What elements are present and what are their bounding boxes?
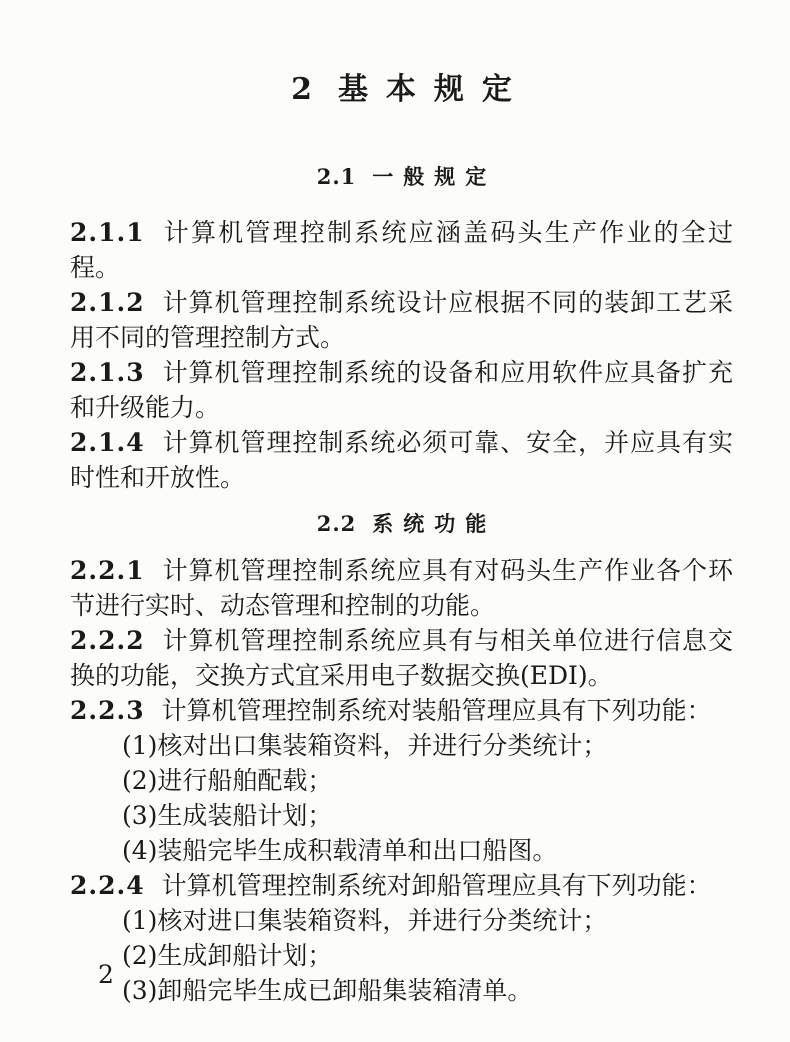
section-number: 2.1 [316, 164, 357, 189]
list-item: (1)核对出口集装箱资料，并进行分类统计； [122, 731, 608, 760]
clause-text: 计算机管理控制系统设计应根据不同的装卸工艺采用不同的管理控制方式。 [70, 288, 733, 352]
chapter-number: 2 [291, 72, 312, 107]
clause-2-1-4 [70, 425, 733, 495]
clause-2-1-3 [70, 355, 733, 425]
clause-number: 2.1.1 [70, 218, 145, 247]
clause-2-2-4 [70, 868, 733, 903]
list-item: (4)装船完毕生成积载清单和出口船图。 [122, 836, 558, 865]
chapter-title-text: 基本规定 [337, 72, 530, 107]
clause-text: 计算机管理控制系统对卸船管理应具有下列功能： [161, 871, 712, 900]
list-item: (3)生成装船计划； [122, 801, 333, 830]
clause-text: 计算机管理控制系统的设备和应用软件应具备扩充和升级能力。 [70, 358, 733, 422]
clause-2-2-3 [70, 693, 733, 728]
clause-2-2-1 [70, 553, 733, 623]
section-heading-2-2 [70, 509, 733, 539]
list-item: (3)卸船完毕生成已卸船集装箱清单。 [122, 976, 533, 1005]
clause-text: 计算机管理控制系统对装船管理应具有下列功能： [161, 696, 712, 725]
clause-number: 2.1.2 [70, 288, 145, 317]
clause-text: 计算机管理控制系统应具有与相关单位进行信息交换的功能，交换方式宜采用电子数据交换(EDI)。 [70, 626, 733, 690]
clause-2-2-3-items [70, 728, 733, 868]
section-heading-2-1 [70, 162, 733, 192]
list-item: (2)生成卸船计划； [122, 941, 333, 970]
clause-2-1-2 [70, 285, 733, 355]
section-number: 2.2 [316, 511, 357, 536]
clause-text: 计算机管理控制系统应涵盖码头生产作业的全过程。 [70, 218, 733, 282]
chapter-title [70, 72, 733, 108]
clause-2-2-4-items [70, 903, 733, 1008]
clause-number: 2.2.3 [70, 696, 145, 725]
list-item: (2)进行船舶配载； [122, 766, 333, 795]
clause-2-2-2 [70, 623, 733, 693]
clause-text: 计算机管理控制系统必须可靠、安全，并应具有实时性和开放性。 [70, 428, 733, 492]
clause-number: 2.2.2 [70, 626, 145, 655]
clause-text: 计算机管理控制系统应具有对码头生产作业各个环节进行实时、动态管理和控制的功能。 [70, 556, 733, 620]
section-title-text: 一般规定 [372, 164, 497, 189]
page-number: 2 [98, 960, 114, 989]
clause-number: 2.2.4 [70, 871, 145, 900]
section-title-text: 系统功能 [372, 511, 497, 536]
clause-number: 2.1.3 [70, 358, 145, 387]
clause-2-1-1 [70, 215, 733, 285]
clause-number: 2.2.1 [70, 556, 145, 585]
clause-number: 2.1.4 [70, 428, 145, 457]
list-item: (1)核对进口集装箱资料，并进行分类统计； [122, 906, 608, 935]
